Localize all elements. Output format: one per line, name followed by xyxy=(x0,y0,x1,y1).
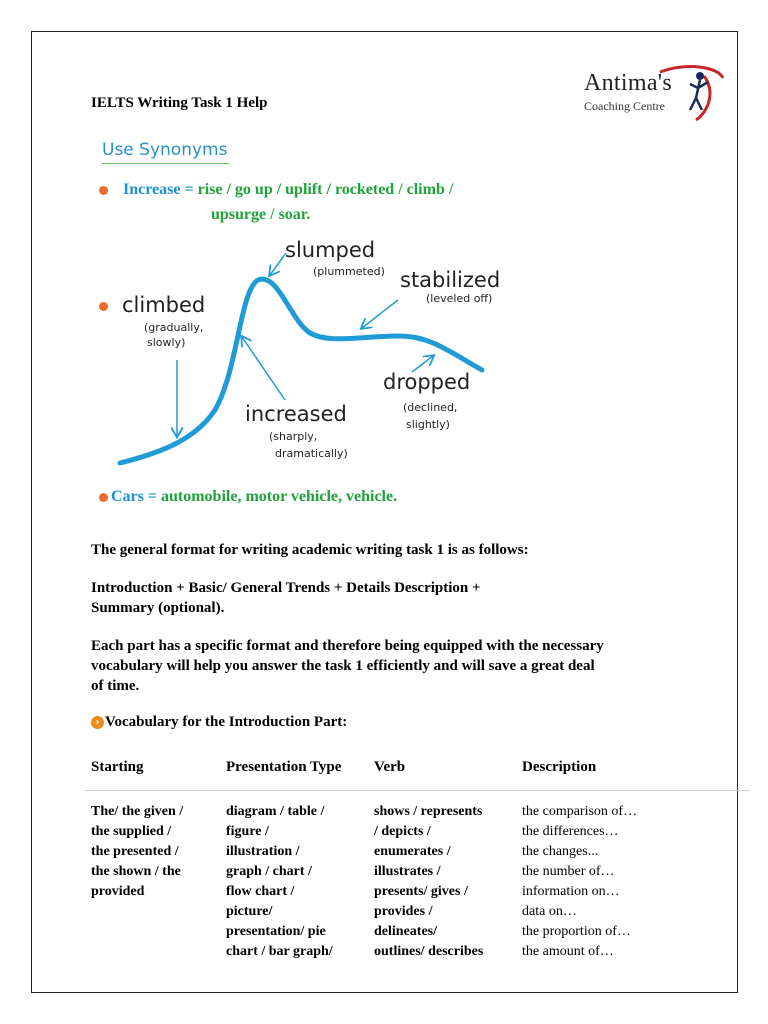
stabilized-label: stabilized xyxy=(400,268,501,292)
presentation-column xyxy=(226,802,333,962)
table-cell: figure / xyxy=(226,824,269,839)
table-cell: delineates/ xyxy=(374,924,437,939)
table-cell: provided xyxy=(91,884,145,899)
page-title: IELTS Writing Task 1 Help xyxy=(91,95,268,111)
table-cell: graph / chart / xyxy=(226,864,312,879)
description-column xyxy=(522,802,637,962)
table-cell: shows / represents xyxy=(374,804,483,819)
table-divider xyxy=(85,790,750,791)
stabilized-note: (leveled off) xyxy=(426,292,493,305)
table-cell: the changes... xyxy=(522,844,599,859)
header-description: Description xyxy=(522,759,597,775)
table-cell: illustration / xyxy=(226,844,300,859)
slumped-note: (plummeted) xyxy=(313,265,385,278)
vocab-line-2: vocabulary will help you answer the task 1 efficiently and will save a great deal xyxy=(91,658,595,674)
table-cell: flow chart / xyxy=(226,884,295,899)
table-cell: diagram / table / xyxy=(226,804,325,819)
bullet-icon xyxy=(99,493,108,502)
table-cell: illustrates / xyxy=(374,864,441,879)
logo-name: Antima's xyxy=(584,70,673,96)
climbed-note-1: (gradually, xyxy=(144,321,204,334)
table-cell: chart / bar graph/ xyxy=(226,944,333,959)
format-line-1: Introduction + Basic/ General Trends + Details Description + xyxy=(91,580,481,596)
chevron-right-icon: › xyxy=(91,716,104,729)
table-cell: presentation/ pie xyxy=(226,924,326,939)
table-cell: the comparison of… xyxy=(522,804,638,819)
stabilized-arrow xyxy=(362,300,398,328)
table-cell: the proportion of… xyxy=(522,924,631,939)
increase-key: Increase = xyxy=(123,181,194,198)
increased-label: increased xyxy=(245,402,347,426)
synonyms-heading: Use Synonyms xyxy=(102,140,229,164)
slumped-arrow xyxy=(270,253,286,275)
table-cell: data on… xyxy=(522,904,577,919)
climbed-note-2: slowly) xyxy=(147,336,186,349)
increase-values: rise / go up / uplift / rocketed / climb / xyxy=(193,181,454,198)
table-cell: enumerates / xyxy=(374,844,451,859)
table-cell: the amount of… xyxy=(522,944,614,959)
table-cell: presents/ gives / xyxy=(374,884,468,899)
cars-synonyms-line xyxy=(111,488,397,506)
climbed-label: climbed xyxy=(122,293,206,317)
vocab-line-3: of time. xyxy=(91,678,140,694)
logo-tagline: Coaching Centre xyxy=(584,99,665,113)
increase-synonyms-line-2: upsurge / soar. xyxy=(211,206,311,223)
table-cell: the shown / the xyxy=(91,864,181,879)
starting-column xyxy=(91,802,183,902)
increased-arrow xyxy=(242,337,285,400)
vocab-line-1: Each part has a specific format and therefore being equipped with the necessary xyxy=(91,638,604,654)
header-presentation-type: Presentation Type xyxy=(226,759,342,775)
header-starting: Starting xyxy=(91,759,144,775)
format-line-2: Summary (optional). xyxy=(91,600,225,616)
cars-values: automobile, motor vehicle, vehicle. xyxy=(157,488,398,505)
table-cell: The/ the given / xyxy=(91,804,184,819)
table-cell: / depicts / xyxy=(374,824,431,839)
intro-vocab-heading xyxy=(91,712,691,732)
format-description xyxy=(91,578,691,618)
vocab-paragraph xyxy=(91,636,691,696)
dropped-label: dropped xyxy=(383,370,471,394)
table-cell: information on… xyxy=(522,884,620,899)
table-cell: the supplied / xyxy=(91,824,172,839)
increased-note-2: dramatically) xyxy=(275,447,348,460)
intro-vocab-heading-text: Vocabulary for the Introduction Part: xyxy=(105,714,348,730)
cars-key: Cars = xyxy=(111,488,157,505)
header-verb: Verb xyxy=(374,759,406,775)
dropped-note-2: slightly) xyxy=(406,418,450,431)
table-cell: outlines/ describes xyxy=(374,944,484,959)
slumped-label: slumped xyxy=(285,238,376,262)
table-cell: provides / xyxy=(374,904,433,919)
verb-column xyxy=(374,802,483,962)
table-cell: the differences… xyxy=(522,824,619,839)
table-cell: picture/ xyxy=(226,904,273,919)
increased-note-1: (sharply, xyxy=(269,430,318,443)
table-cell: the presented / xyxy=(91,844,179,859)
dropped-note-1: (declined, xyxy=(403,401,458,414)
format-intro: The general format for writing academic writing task 1 is as follows: xyxy=(91,542,529,558)
table-cell: the number of… xyxy=(522,864,615,879)
